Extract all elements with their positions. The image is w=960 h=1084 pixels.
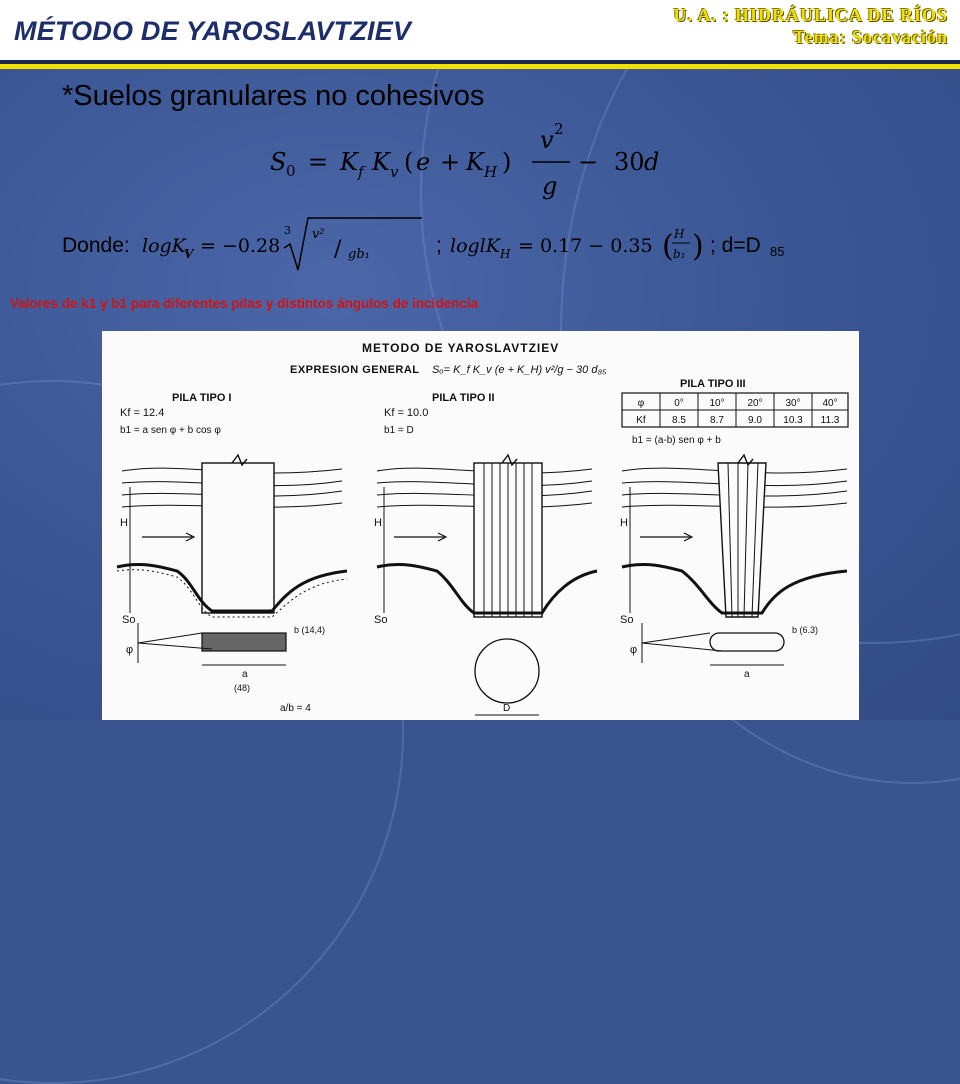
kf-table-value-cell: 8.7 [710, 415, 724, 426]
kf-table-header-cell: 30° [785, 398, 801, 409]
formula-s0: S [270, 148, 287, 176]
formula-v: v [540, 126, 554, 154]
pila1-label: PILA TIPO I [172, 392, 232, 404]
cube-root-sign [284, 218, 422, 270]
logkv-sub: V [184, 247, 194, 261]
figure-caption: Valores de k1 y b1 para diferentes pilas y distintos ángulos de incidencia [10, 296, 479, 311]
formula-close-paren: ) [502, 148, 512, 176]
formula-30: 30 [614, 148, 645, 176]
pila1-dim-a: a [242, 669, 248, 680]
kf-table-value-cell: 8.5 [672, 415, 686, 426]
logkh-b1: b₁ [673, 247, 686, 261]
formula-kf-sub: f [358, 163, 364, 181]
pila1-dim-a-val: (48) [234, 683, 251, 693]
main-formula [270, 118, 710, 208]
formula-e: e [416, 148, 431, 176]
separator-1: ; [436, 234, 442, 257]
formula-plus: + [440, 148, 461, 176]
pila3-phi: φ [630, 644, 638, 656]
pila3-label: PILA TIPO III [680, 378, 746, 390]
pila2-H: H [374, 517, 382, 529]
logkv-eq: = −0.28 [200, 235, 281, 257]
course-label [673, 4, 948, 48]
pila2-dim-d: D [503, 703, 511, 714]
logkh-close-paren: ) [692, 229, 704, 264]
formula-open-paren: ( [404, 148, 414, 176]
logkh-eq: = 0.17 − 0.35 [518, 235, 653, 257]
logkh: loglK [450, 235, 500, 257]
pila1-so: So [122, 614, 136, 626]
fig-expression: EXPRESION GENERAL [290, 364, 420, 376]
slide-title: MÉTODO DE YAROSLAVTZIEV [14, 16, 412, 46]
header-divider-yellow [0, 64, 960, 69]
kf-table-header-cell: 10° [709, 398, 725, 409]
fig-expression-formula: Sₒ= K_f K_v (e + K_H) v²/g − 30 d₈₅ [432, 364, 607, 376]
donde-label: Donde: [62, 234, 130, 257]
kf-table-header-cell: 0° [674, 398, 684, 409]
formula-s0-sub: 0 [286, 162, 296, 180]
formula-kv-sub: v [390, 163, 399, 181]
pila1-b1: b1 = a sen φ + b cos φ [120, 425, 221, 436]
root-gb1: gb₁ [348, 247, 370, 262]
formula-kf: K [340, 148, 358, 176]
scanned-figure [102, 331, 859, 720]
formula-kv: K [372, 148, 390, 176]
fig-title: METODO DE YAROSLAVTZIEV [362, 341, 560, 355]
logkh-h: H [674, 227, 685, 241]
logkh-sub: H [500, 247, 511, 261]
logkh-open-paren: ( [662, 229, 674, 264]
formula-d: d [644, 148, 660, 176]
formula-g: g [542, 172, 558, 200]
formula-v-sup: 2 [554, 120, 564, 138]
formula-minus: − [578, 148, 599, 176]
kf-table-header-cell: 20° [747, 398, 763, 409]
pila1-ratio: a/b = 4 [280, 703, 311, 714]
pila2-kf: Kf = 10.0 [384, 407, 429, 419]
root-slash: / [334, 237, 342, 262]
section-subtitle: *Suelos granulares no cohesivos [62, 80, 485, 112]
kf-table-value-cell: 10.3 [783, 415, 803, 426]
pila1-H: H [120, 517, 128, 529]
course-line-2: Tema: Socavación [793, 27, 948, 47]
d-label: ; d=D [710, 234, 761, 257]
pila2-label: PILA TIPO II [432, 392, 495, 404]
formula-eq: = [308, 148, 329, 176]
pila3-b1: b1 = (a-b) sen φ + b [632, 435, 721, 446]
donde-formulas [62, 212, 862, 282]
formula-kh-sub: H [484, 163, 498, 181]
formula-kh: K [466, 148, 484, 176]
kf-table-value-cell: 11.3 [820, 415, 840, 426]
pila2-so: So [374, 614, 388, 626]
kf-table-value-cell: Kf [636, 415, 646, 426]
kf-table-header-cell: 40° [822, 398, 838, 409]
pila2-b1: b1 = D [384, 425, 414, 436]
course-line-1: U. A. : HIDRÁULICA DE RÍOS [673, 5, 948, 25]
pila1-kf: Kf = 12.4 [120, 407, 165, 419]
logkv: logK [142, 235, 186, 257]
pila3-dim-b: b (6.3) [792, 625, 819, 635]
kf-table-value-cell: 9.0 [748, 415, 762, 426]
pila3-so: So [620, 614, 634, 626]
d-label-sub: 85 [770, 244, 785, 259]
root-v2: v² [312, 227, 325, 242]
pila1-dim-b: b (14,4) [294, 625, 326, 635]
pila1-phi: φ [126, 644, 134, 656]
pila3-dim-a: a [744, 669, 750, 680]
pila3-H: H [620, 517, 628, 529]
kf-table-header-cell: φ [637, 398, 645, 409]
cube-root-index: 3 [284, 224, 291, 237]
